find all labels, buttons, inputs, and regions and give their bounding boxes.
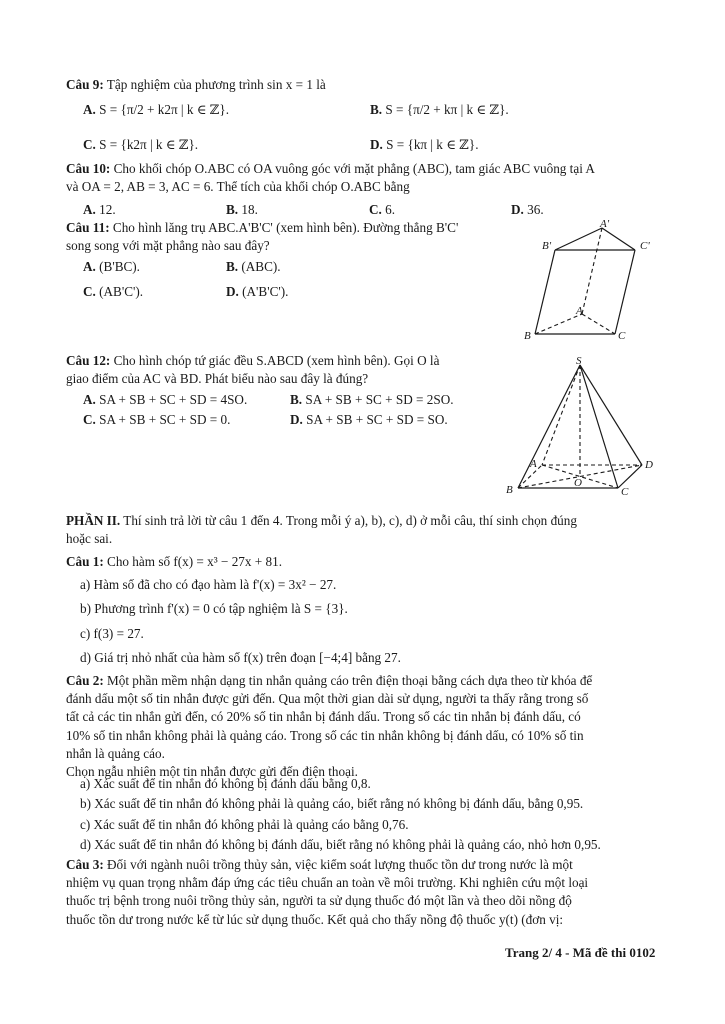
edge-AC (582, 314, 615, 334)
edge-B1A1 (555, 228, 602, 250)
option-a: S = {π/2 + k2π | k ∈ ℤ}. (99, 102, 230, 117)
question-text: Một phần mềm nhận dạng tin nhắn quảng cáo trên điện thoại bằng cách dựa theo từ khóa để (107, 673, 593, 688)
question-text-cont: thuốc tồn dư trong nước kể từ lúc sử dụng thuốc. Kết quả cho thấy nồng độ thuốc y(t) (đơn vị: (66, 911, 564, 927)
option-c: (AB'C'). (99, 284, 144, 299)
question-text: Cho khối chóp O.ABC có OA vuông góc với mặt phẳng (ABC), tam giác ABC vuông tại A (113, 161, 595, 176)
question-text: Cho hình lăng trụ ABC.A'B'C' (xem hình bên). Đường thẳng B'C' (112, 220, 459, 235)
edge-A1C1 (602, 228, 635, 250)
q10-option-b (226, 201, 346, 219)
option-a: 12. (99, 202, 116, 217)
q11-option-c (83, 283, 213, 301)
edge-SD (580, 365, 642, 465)
option-c: 6. (385, 202, 396, 217)
statement-a: a) Xác suất để tin nhắn đó không bị đánh dấu bằng 0,8. (80, 776, 371, 791)
option-b: 18. (241, 202, 258, 217)
part-instructions: Thí sinh trả lời từ câu 1 đến 4. Trong mỗi ý a), b), c), d) ở mỗi câu, thí sinh chọn đúng (123, 513, 577, 528)
label-A: A (530, 458, 537, 470)
part2-question-1 (66, 553, 666, 571)
q9-option-d (370, 136, 670, 154)
edge-A1A (582, 228, 602, 314)
edge-BA (535, 314, 582, 334)
p2q2-d (80, 836, 680, 854)
edge-SB (518, 365, 580, 488)
label-C: C (618, 330, 626, 342)
question-text-cont: nhắn là quảng cáo. (66, 745, 165, 761)
p2q2-c (80, 816, 680, 834)
question-10 (66, 160, 666, 196)
option-a-label: A. (83, 259, 96, 274)
question-9 (66, 76, 666, 94)
label-D: D (645, 459, 653, 471)
option-c: SA + SB + SC + SD = 0. (99, 412, 231, 427)
question-text-cont: tất cả các tin nhắn gửi đến, có 20% số tin nhắn bị đánh dấu. Trong số các tin nhắn bị đánh dấu, có (66, 709, 581, 725)
question-text: Cho hàm số f(x) = x³ − 27x + 81. (107, 554, 283, 569)
edge-C1C (615, 250, 635, 334)
option-b-label: B. (370, 102, 383, 117)
option-a-label: A. (83, 202, 96, 217)
part-2-header (66, 512, 666, 548)
question-text: Cho hình chóp tứ giác đều S.ABCD (xem hình bên). Gọi O là (113, 353, 440, 368)
option-a-label: A. (83, 392, 96, 407)
page-footer: Trang 2/ 4 - Mã đề thi 0102 (505, 945, 656, 960)
part-title: PHẦN II. (66, 513, 121, 528)
statement-b: b) Phương trình f'(x) = 0 có tập nghiệm là S = {3}. (80, 601, 348, 616)
question-label: Câu 12: (66, 353, 111, 368)
q12-option-b (290, 391, 490, 409)
label-C1: C' (640, 240, 650, 252)
option-a: SA + SB + SC + SD = 4SO. (99, 392, 248, 407)
statement-b: b) Xác suất để tin nhắn đó không phải là quảng cáo, biết rằng nó không bị đánh dấu, bằng 0,95. (80, 796, 584, 811)
question-text-cont: đánh dấu một số tin nhắn được gửi đến. Qua một thời gian dài sử dụng, người ta thấy rằng trong số (66, 691, 589, 707)
question-text-cont: song song với mặt phẳng nào sau đây? (66, 238, 270, 254)
option-b: S = {π/2 + kπ | k ∈ ℤ}. (385, 102, 509, 117)
option-c: S = {k2π | k ∈ ℤ}. (99, 137, 199, 152)
label-B: B (524, 330, 531, 342)
option-d: 36. (527, 202, 544, 217)
question-text: Tập nghiệm của phương trình sin x = 1 là (106, 77, 326, 92)
question-text-cont: thuốc trị bệnh trong nuôi trồng thủy sản, người ta sử dụng thuốc đó một lần và theo dõi nồng độ (66, 893, 572, 909)
question-label: Câu 3: (66, 857, 104, 872)
p2q1-d (80, 649, 680, 667)
option-c-label: C. (83, 137, 96, 152)
option-c-label: C. (83, 412, 96, 427)
q11-option-b (226, 258, 356, 276)
option-d: S = {kπ | k ∈ ℤ}. (386, 137, 479, 152)
option-a-label: A. (83, 102, 96, 117)
q12-option-d (290, 411, 490, 429)
statement-d: d) Xác suất để tin nhắn đó không bị đánh dấu, biết rằng nó không phải là quảng cáo, nhỏ hơn 0,95. (80, 837, 601, 852)
part-instructions-cont: hoặc sai. (66, 531, 113, 547)
pyramid-figure (500, 355, 665, 500)
edge-B1B (535, 250, 555, 334)
p2q2-b (80, 795, 680, 813)
statement-c: c) Xác suất để tin nhắn đó không phải là quảng cáo bằng 0,76. (80, 817, 409, 832)
p2q1-b (80, 600, 680, 618)
label-A: A (576, 305, 583, 317)
label-O: O (574, 477, 582, 489)
option-d: SA + SB + SC + SD = SO. (306, 412, 448, 427)
label-B: B (506, 484, 513, 496)
q9-option-b (370, 101, 670, 119)
p2q1-c (80, 625, 680, 643)
question-text: Đối với ngành nuôi trồng thủy sản, việc kiểm soát lượng thuốc tồn dư trong nước là một (107, 857, 573, 872)
question-label: Câu 2: (66, 673, 104, 688)
edge-SA (542, 365, 580, 465)
question-12 (66, 352, 516, 388)
option-b-label: B. (290, 392, 303, 407)
label-S: S (576, 355, 582, 367)
option-c-label: C. (83, 284, 96, 299)
question-text-cont: 10% số tin nhắn không phải là quảng cáo. Trong số các tin nhắn không bị đánh dấu, có 10% số tin (66, 727, 584, 743)
option-d-label: D. (290, 412, 303, 427)
question-label: Câu 10: (66, 161, 111, 176)
option-a: (B'BC). (99, 259, 140, 274)
option-b: SA + SB + SC + SD = 2SO. (305, 392, 454, 407)
q10-option-c (369, 201, 489, 219)
q12-option-c (83, 411, 283, 429)
question-label: Câu 1: (66, 554, 104, 569)
edge-SC (580, 365, 618, 488)
statement-a: a) Hàm số đã cho có đạo hàm là f'(x) = 3x² − 27. (80, 577, 337, 592)
option-b-label: B. (226, 259, 239, 274)
question-text-cont: và OA = 2, AB = 3, AC = 6. Thể tích của khối chóp O.ABC bằng (66, 179, 410, 195)
label-A1: A' (600, 218, 610, 230)
prism-figure (510, 218, 670, 346)
option-d-label: D. (511, 202, 524, 217)
part2-question-3 (66, 856, 664, 929)
question-label: Câu 11: (66, 220, 110, 235)
q10-option-d (511, 201, 631, 219)
option-d-label: D. (226, 284, 239, 299)
part2-question-2 (66, 672, 664, 781)
q11-option-a (83, 258, 213, 276)
option-b-label: B. (226, 202, 239, 217)
p2q2-a (80, 775, 680, 793)
q12-option-a (83, 391, 283, 409)
q11-option-d (226, 283, 356, 301)
option-b: (ABC). (241, 259, 281, 274)
label-B1: B' (542, 240, 552, 252)
option-c-label: C. (369, 202, 382, 217)
statement-c: c) f(3) = 27. (80, 626, 144, 641)
label-C: C (621, 486, 629, 498)
question-label: Câu 9: (66, 77, 104, 92)
question-text-cont: nhiệm vụ quan trọng nhằm đáp ứng các tiêu chuẩn an toàn về môi trường. Khi nghiên cứu một loại (66, 875, 589, 891)
statement-d: d) Giá trị nhỏ nhất của hàm số f(x) trên đoạn [−4;4] bằng 27. (80, 650, 401, 665)
option-d-label: D. (370, 137, 383, 152)
question-11 (66, 219, 516, 255)
question-text-cont: giao điểm của AC và BD. Phát biểu nào sau đây là đúng? (66, 371, 369, 387)
option-d: (A'B'C'). (242, 284, 289, 299)
question-text-cont: Chọn ngẫu nhiên một tin nhắn được gửi đến điện thoại. (66, 764, 358, 780)
p2q1-a (80, 576, 680, 594)
